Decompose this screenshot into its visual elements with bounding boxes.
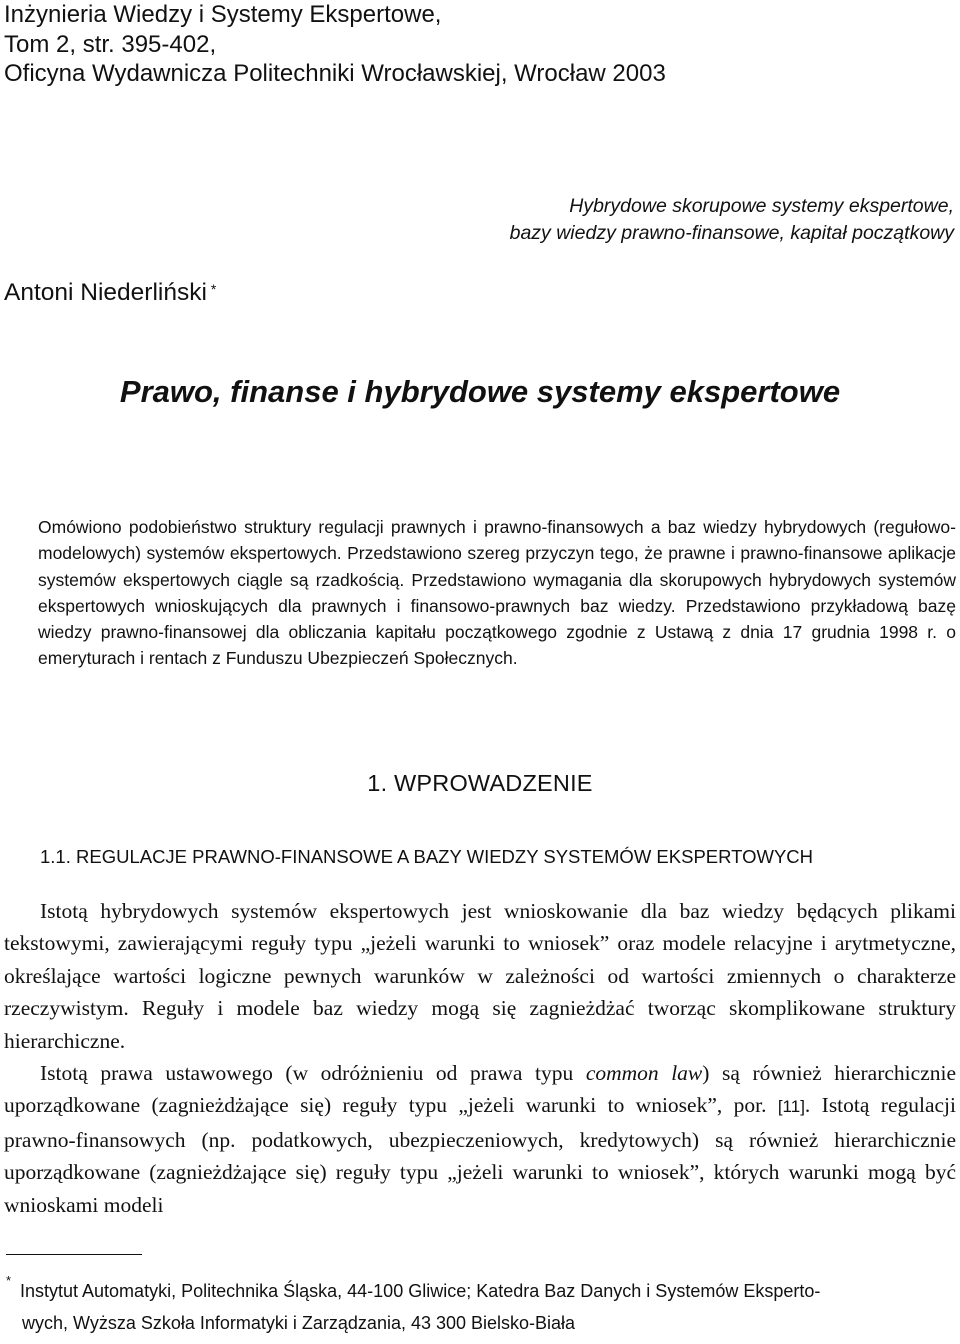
paragraph-2 — [4, 1057, 956, 1221]
section-heading: 1. WPROWADZENIE — [367, 770, 593, 796]
footnote-rule — [6, 1254, 142, 1255]
journal-header — [4, 0, 666, 89]
author-footnote-mark: * — [210, 281, 217, 297]
paragraph-2-part-b: ) są również hierarchicznie uporządkowane (zagnieżdżające się) reguły typu „jeżeli warunki to wniosek”, por. — [4, 1061, 956, 1118]
paper-title: Prawo, finanse i hybrydowe systemy ekspertowe — [119, 374, 841, 409]
footnote-line-2: wych, Wyższa Szkoła Informatyki i Zarządzania, 43 300 Bielsko-Biała — [22, 1313, 576, 1333]
keywords — [510, 193, 954, 247]
footnote-line-1: Instytut Automatyki, Politechnika Śląska, 44-100 Gliwice; Katedra Baz Danych i Systemów Eksperto- — [20, 1281, 821, 1301]
citation-11[interactable]: [11] — [777, 1097, 805, 1117]
emphasis-common-law: common law — [585, 1061, 703, 1086]
body-text — [4, 895, 956, 1221]
publisher: Oficyna Wydawnicza Politechniki Wrocławskiej, Wrocław 2003 — [4, 60, 666, 87]
paragraph-2-part-c: . Istotą regulacji prawno-finansowych (np. podatkowych, ubezpieczeniowych, kredytowych) są również hierarchicznie uporządkowane (zagnieżdżające się) reguły typu „jeżeli warunki to wniosek”, których warunki mogą być wnioskami modeli — [4, 1093, 956, 1217]
subsection-heading: 1.1. REGULACJE PRAWNO-FINANSOWE A BAZY WIEDZY SYSTEMÓW EKSPERTOWYCH — [40, 846, 814, 867]
keywords-line-2: bazy wiedzy prawno-finansowe, kapitał początkowy — [509, 222, 954, 244]
abstract — [38, 514, 956, 672]
volume-pages: Tom 2, str. 395-402, — [4, 30, 217, 58]
paragraph-2-part-a: Istotą prawa ustawowego (w odróżnieniu od prawa typu — [40, 1061, 586, 1086]
paragraph-1: Istotą hybrydowych systemów ekspertowych jest wnioskowanie dla baz wiedzy będących plikami tekstowymi, zawierającymi reguły typu „jeżeli warunki to wniosek” oraz modele relacyjne i arytmetyczne, określające wartości logiczne pewnych warunków w zależności od wartości zmiennych o charakterze rzeczywistym. Reguły i modele baz wiedzy mogą się zagnieżdżać tworząc skomplikowane struktury hierarchiczne. — [4, 899, 956, 1053]
footnote-mark: * — [6, 1273, 12, 1288]
abstract-text: Omówiono podobieństwo struktury regulacji prawnych i prawno-finansowych a baz wiedzy hybrydowych (regułowo-modelowych) systemów ekspertowych. Przedstawiono szereg przyczyn tego, że prawne i prawno-finansowe aplikacje systemów ekspertowych ciągle są rzadkością. Przedstawiono wymagania dla skorupowych hybrydowych systemów ekspertowych wnioskujących dla prawnych i finansowo-prawnych baz wiedzy. Przedstawiono przykładową bazę wiedzy prawno-finansowej dla obliczania kapitału początkowego zgodnie z Ustawą z dnia 17 grudnia 1998 r. o emeryturach i rentach z Funduszu Ubezpieczeń Społecznych. — [38, 517, 956, 669]
footnote — [4, 1275, 956, 1339]
author — [4, 278, 216, 308]
keywords-line-1: Hybrydowe skorupowe systemy ekspertowe, — [569, 195, 954, 217]
author-name: Antoni Niederliński — [4, 279, 207, 306]
journal-name: Inżynieria Wiedzy i Systemy Ekspertowe, — [4, 1, 442, 28]
